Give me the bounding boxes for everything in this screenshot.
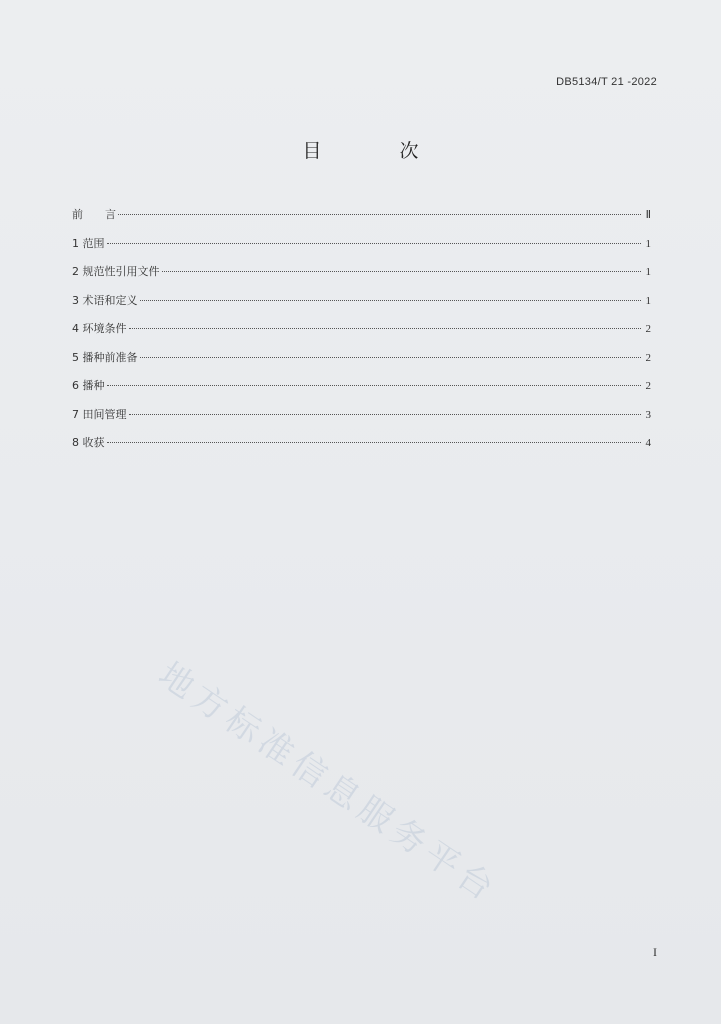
toc-entry-page: 1 <box>645 266 651 278</box>
toc-entry-page: 2 <box>645 351 651 364</box>
toc-entry-page: 3 <box>645 408 651 421</box>
toc-leader-dots <box>107 385 642 386</box>
toc-entry-harvest[interactable] <box>72 434 651 463</box>
toc-entry-label: 前 言 <box>72 208 116 221</box>
page-number: I <box>653 945 657 959</box>
table-of-contents <box>72 206 651 463</box>
toc-leader-dots <box>129 414 642 415</box>
toc-entry-label: 4 环境条件 <box>72 322 127 335</box>
toc-entry-label: 7 田间管理 <box>72 407 127 421</box>
toc-entry-scope[interactable] <box>72 235 651 264</box>
toc-entry-page: 1 <box>645 294 651 307</box>
toc-leader-dots <box>118 214 641 215</box>
toc-entry-page: 2 <box>645 380 651 392</box>
toc-entry-label: 6 播种 <box>72 379 105 392</box>
watermark: 地方标准信息服务平台 <box>151 654 506 912</box>
toc-entry-label: 3 术语和定义 <box>72 293 138 307</box>
toc-title: 目 次 <box>302 140 455 162</box>
toc-entry-page: Ⅱ <box>645 209 651 221</box>
toc-entry-label: 5 播种前准备 <box>72 350 138 364</box>
toc-leader-dots <box>107 243 642 244</box>
toc-entry-field-management[interactable] <box>72 406 651 435</box>
toc-entry-sowing[interactable] <box>72 377 651 406</box>
toc-leader-dots <box>162 271 642 272</box>
toc-entry-foreword[interactable] <box>72 206 651 235</box>
toc-entry-label: 8 收获 <box>72 436 105 449</box>
toc-entry-page: 1 <box>645 237 651 250</box>
toc-leader-dots <box>129 328 642 329</box>
toc-leader-dots <box>140 300 642 301</box>
toc-entry-normative-references[interactable] <box>72 263 651 292</box>
toc-entry-label: 2 规范性引用文件 <box>72 265 160 278</box>
document-code: DB5134/T 21 -2022 <box>556 76 657 88</box>
toc-entry-terms[interactable] <box>72 292 651 321</box>
toc-leader-dots <box>140 357 642 358</box>
toc-entry-page: 4 <box>645 437 651 449</box>
toc-leader-dots <box>107 442 642 443</box>
toc-entry-label: 1 范围 <box>72 236 105 250</box>
toc-entry-pre-sowing[interactable] <box>72 349 651 378</box>
toc-entry-page: 2 <box>645 323 651 335</box>
toc-entry-environment[interactable] <box>72 320 651 349</box>
